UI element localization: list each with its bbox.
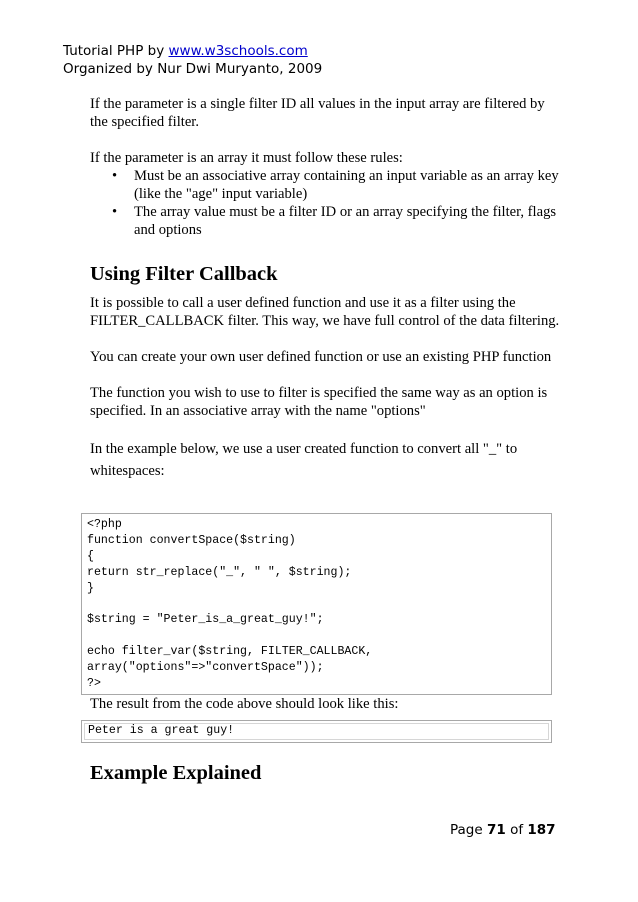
paragraph-array-rules: If the parameter is an array it must follow these rules: <box>90 150 403 166</box>
w3schools-link[interactable]: www.w3schools.com <box>168 43 308 59</box>
list-item: • The array value must be a filter ID or an array specifying the filter, flags and options <box>112 204 557 238</box>
header-line-2: Organized by Nur Dwi Muryanto, 2009 <box>63 61 323 77</box>
code-block-php <box>81 513 552 695</box>
paragraph-options: The function you wish to use to filter is specified the same way as an option is specified. In an associative array with the name "options" <box>90 385 548 419</box>
total-page-count: 187 <box>527 822 556 838</box>
header-line-1 <box>63 42 322 60</box>
code-block-output <box>81 720 552 743</box>
paragraph-example-intro: In the example below, we use a user created function to convert all "_" to whitespaces: <box>90 441 518 479</box>
paragraph-user-function: You can create your own user defined function or use an existing PHP function <box>90 349 552 365</box>
heading-example-explained: Example Explained <box>90 762 262 784</box>
page-footer: Page 71 of 187 <box>450 822 556 838</box>
list-item: • Must be an associative array containing an input variable as an array key (like the "age" input variable) <box>112 168 559 202</box>
paragraph-result-intro: The result from the code above should look like this: <box>90 696 399 712</box>
page-content <box>90 95 560 482</box>
paragraph-callback-intro: It is possible to call a user defined function and use it as a filter using the FILTER_CALLBACK filter. This way, we have full control of the data filtering. <box>90 295 560 329</box>
rules-list <box>90 167 560 239</box>
paragraph-single-filter: If the parameter is a single filter ID all values in the input array are filtered by the specified filter. <box>90 96 545 130</box>
heading-using-filter-callback: Using Filter Callback <box>90 263 278 285</box>
header-prefix: Tutorial PHP by <box>63 43 169 59</box>
code-text: <?php function convertSpace($string) { return str_replace("_", " ", $string); } $string = "Peter_is_a_great_guy!"; echo filter_var($string, FILTER_CALLBACK, array("options"=>"convertSpace")); ?> <box>87 518 373 691</box>
bullet-icon: • <box>112 204 118 220</box>
page-header <box>63 42 322 78</box>
current-page-number: 71 <box>486 822 506 838</box>
bullet-icon: • <box>112 168 118 184</box>
output-text: Peter is a great guy! <box>88 724 235 737</box>
